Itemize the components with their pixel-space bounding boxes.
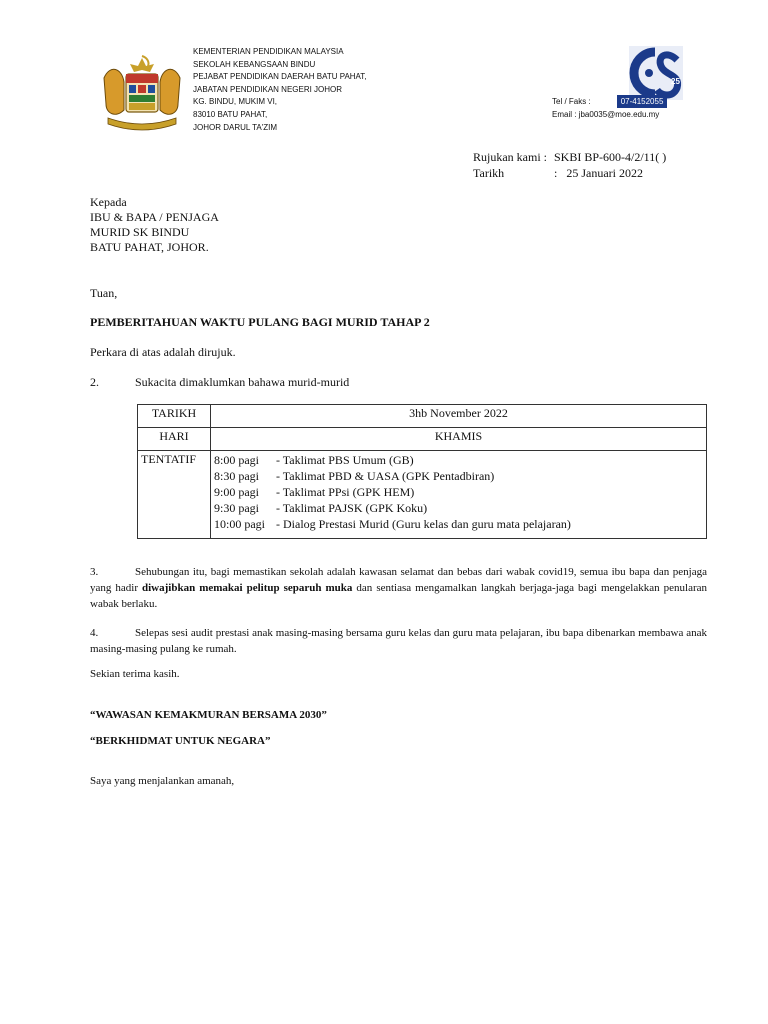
table-row	[138, 428, 707, 451]
address-line: KEMENTERIAN PENDIDIKAN MALAYSIA	[193, 47, 344, 56]
entry-item: - Taklimat PAJSK (GPK Koku)	[276, 501, 428, 515]
salutation: Tuan,	[90, 286, 118, 300]
paragraph-4	[90, 625, 707, 657]
paragraph-1: Perkara di atas adalah dirujuk.	[90, 345, 236, 359]
list-item	[214, 468, 703, 484]
paragraph-3	[90, 564, 707, 612]
entry-time: 10:00 pagi	[214, 517, 265, 531]
paragraph-text: Selepas sesi audit prestasi anak masing-masing bersama guru kelas dan guru mata pelajaran, ibu bapa dibenarkan membawa anak masing-masing pulang ke rumah.	[90, 627, 707, 655]
list-item	[214, 516, 703, 532]
svg-text:25: 25	[671, 77, 680, 86]
entry-item: - Taklimat PPsi (GPK HEM)	[276, 485, 415, 499]
tentative-list	[211, 451, 707, 539]
paragraph-number: 3.	[90, 566, 99, 578]
recipient-line: BATU PAHAT, JOHOR.	[90, 240, 209, 254]
sign-off: Saya yang menjalankan amanah,	[90, 775, 235, 787]
table-cell: KHAMIS	[211, 428, 707, 451]
school-emblem-logo	[627, 44, 685, 102]
motto-1: “WAWASAN KEMAKMURAN BERSAMA 2030”	[90, 709, 327, 721]
address-line: SEKOLAH KEBANGSAAN BINDU	[193, 59, 316, 69]
motto-2: “BERKHIDMAT UNTUK NEGARA”	[90, 735, 271, 747]
table-row	[138, 405, 707, 428]
tel-value: 07-4152055	[617, 95, 668, 108]
paragraph-emphasis: diwajibkan memakai pelitup separuh muka	[142, 582, 353, 594]
paragraph-text: Sukacita dimaklumkan bahawa murid-murid	[135, 375, 350, 389]
list-item	[214, 452, 703, 468]
date-label: Tarikh	[473, 166, 505, 180]
paragraph-text: Sehubungan itu, bagi memastikan sekolah adalah kawasan selamat dan bebas dari wabak covid19, semua ibu bapa dan penjaga yang hadir	[90, 566, 707, 594]
entry-time: 8:30 pagi	[214, 469, 259, 483]
entry-item: - Taklimat PBS Umum (GB)	[276, 453, 414, 467]
paragraph-number: 4.	[90, 627, 99, 639]
entry-item: - Taklimat PBD & UASA (GPK Pentadbiran)	[276, 469, 495, 483]
entry-item: - Dialog Prestasi Murid (Guru kelas dan guru mata pelajaran)	[276, 517, 571, 531]
list-item	[214, 484, 703, 500]
table-header-cell: TENTATIF	[138, 451, 211, 539]
table-header-cell: TARIKH	[138, 405, 211, 428]
address-line: 83010 BATU PAHAT,	[193, 109, 268, 119]
table-header-cell: HARI	[138, 428, 211, 451]
address-line: JOHOR DARUL TA'ZIM	[193, 122, 278, 132]
paragraph-number: 2.	[90, 375, 99, 389]
recipient-line: MURID SK BINDU	[90, 225, 190, 239]
paragraph-2	[90, 375, 349, 390]
entry-time: 8:00 pagi	[214, 453, 259, 467]
address-line: PEJABAT PENDIDIKAN DAERAH BATU PAHAT,	[193, 72, 367, 82]
contact-details	[552, 95, 667, 121]
tel-label: Tel / Faks :	[552, 97, 591, 106]
entry-time: 9:30 pagi	[214, 501, 259, 515]
reference-block	[473, 149, 666, 181]
date-separator: :	[554, 166, 558, 180]
email-label: Email :	[552, 110, 577, 119]
coat-of-arms-logo	[96, 52, 188, 136]
recipient-line: IBU & BAPA / PENJAGA	[90, 210, 219, 224]
table-row	[138, 451, 707, 539]
address-line: JABATAN PENDIDIKAN NEGERI JOHOR	[193, 84, 343, 94]
paragraph-text: dan sentiasa mengamalkan langkah berjaga-jaga bagi mengelakkan penularan wabak berlaku.	[90, 582, 707, 610]
subject-heading: PEMBERITAHUAN WAKTU PULANG BAGI MURID TAHAP 2	[90, 315, 430, 329]
list-item	[214, 500, 703, 516]
table-cell: 3hb November 2022	[211, 405, 707, 428]
closing-text: Sekian terima kasih.	[90, 668, 180, 680]
school-address	[193, 46, 367, 134]
date-value: 25 Januari 2022	[566, 166, 643, 180]
recipient-block	[90, 195, 219, 255]
address-line: KG. BINDU, MUKIM VI,	[193, 97, 278, 107]
reference-label: Rujukan kami :	[473, 150, 547, 164]
reference-value: SKBI BP-600-4/2/11( )	[554, 150, 667, 164]
schedule-table	[137, 404, 707, 539]
email-value: jba0035@moe.edu.my	[578, 110, 660, 119]
entry-time: 9:00 pagi	[214, 485, 259, 499]
recipient-line: Kepada	[90, 195, 127, 209]
